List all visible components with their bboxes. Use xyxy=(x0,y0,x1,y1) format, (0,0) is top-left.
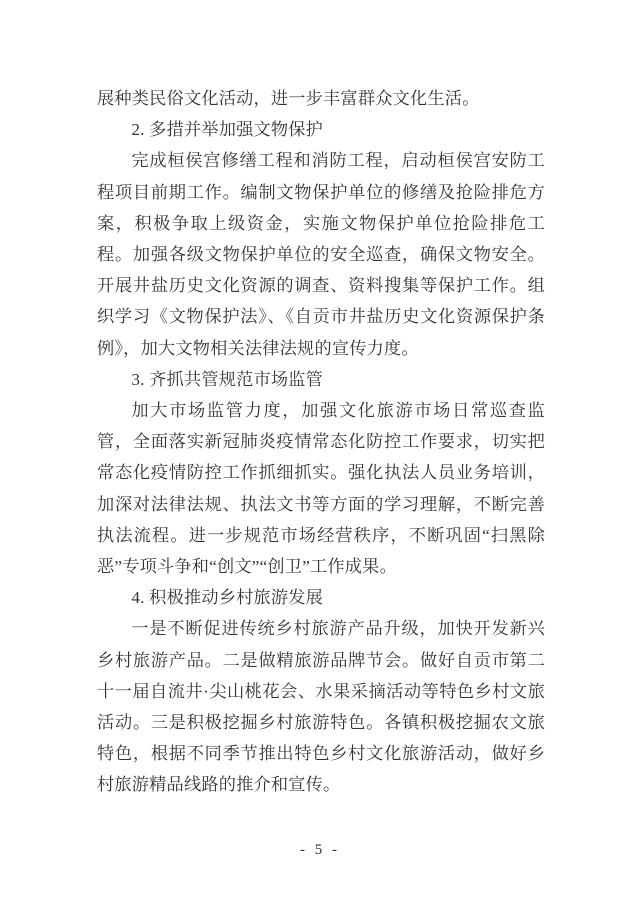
page-number: - 5 - xyxy=(300,842,340,858)
document-body xyxy=(97,83,545,801)
section-heading-2: 2. 多措并举加强文物保护 xyxy=(131,120,324,140)
paragraph-section-2: 完成桓侯宫修缮工程和消防工程，启动桓侯宫安防工程项目前期工作。编制文物保护单位的修缮及抢险排危方案，积极争取上级资金，实施文物保护单位抢险排危工程。加强各级文物保护单位的安全巡查，确保文物安全。开展井盐历史文化资源的调查、资料搜集等保护工作。组织学习《文物保护法》、《自贡市井盐历史文化资源保护条例》，加大文物相关法律法规的宣传力度。 xyxy=(97,151,545,358)
paragraph-section-3: 加大市场监管力度，加强文化旅游市场日常巡查监管，全面落实新冠肺炎疫情常态化防控工作要求，切实把常态化疫情防控工作抓细抓实。强化执法人员业务培训，加深对法律法规、执法文书等方面的学习理解，不断完善执法流程。进一步规范市场经营秩序，不断巩固“扫黑除恶”专项斗争和“创文”“创卫”工作成果。 xyxy=(97,401,545,577)
section-heading-4: 4. 积极推动乡村旅游发展 xyxy=(131,588,324,608)
paragraph-continuation: 展种类民俗文化活动，进一步丰富群众文化生活。 xyxy=(97,89,480,108)
section-heading-3: 3. 齐抓共管规范市场监管 xyxy=(131,369,324,389)
paragraph-section-4: 一是不断促进传统乡村旅游产品升级，加快开发新兴乡村旅游产品。二是做精旅游品牌节会。做好自贡市第二十一届自流井·尖山桃花会、水果采摘活动等特色乡村文旅活动。三是积极挖掘乡村旅游特色。各镇积极挖掘农文旅特色，根据不同季节推出特色乡村文化旅游活动，做好乡村旅游精品线路的推介和宣传。 xyxy=(97,619,545,795)
